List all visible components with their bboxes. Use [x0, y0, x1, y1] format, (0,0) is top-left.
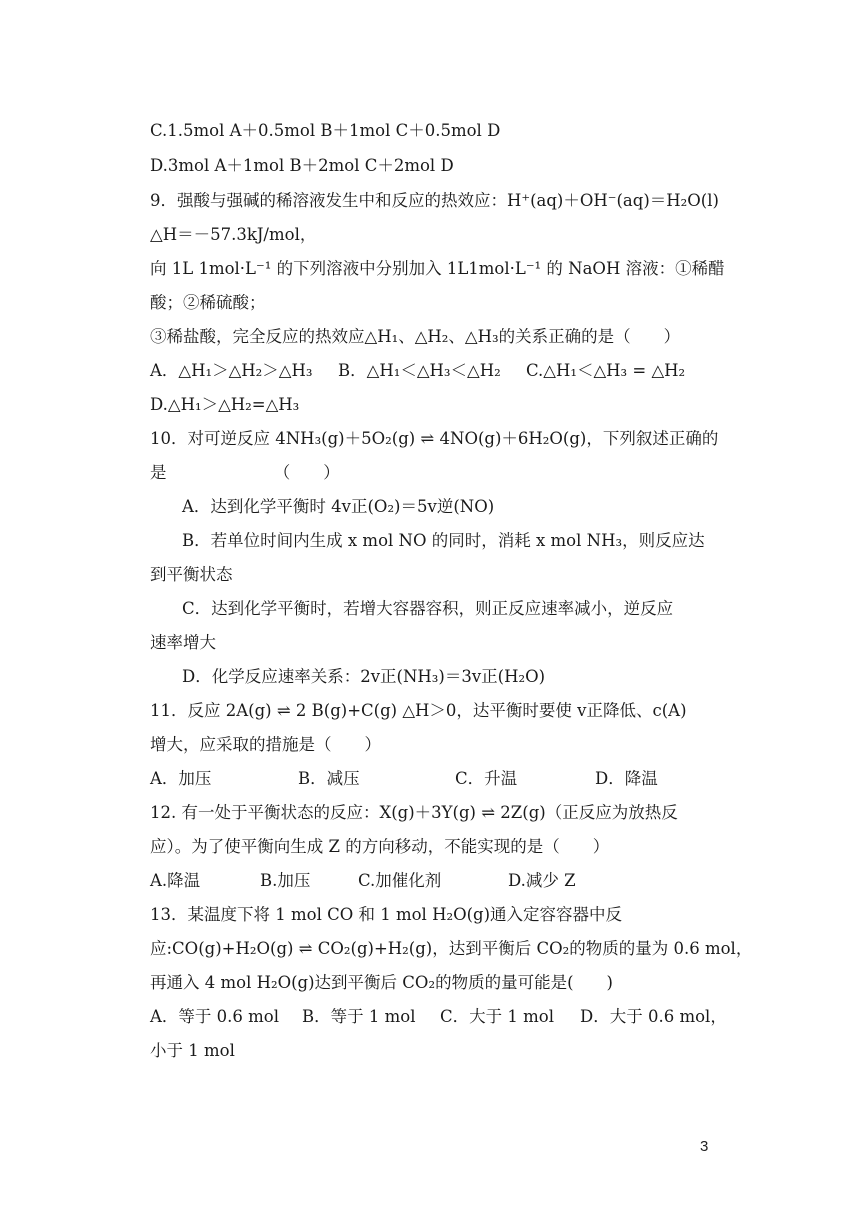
q11-option-c: C．升温 [455, 769, 518, 788]
q8-option-d: D.3mol A＋1mol B＋2mol C＋2mol D [150, 156, 454, 175]
q13-stem-line1: 13．某温度下将 1 mol CO 和 1 mol H₂O(g)通入定容容器中反 [150, 905, 623, 924]
q12-option-c: C.加催化剂 [358, 871, 442, 890]
q11-option-b: B．减压 [298, 769, 360, 788]
q10-option-c-line1: C．达到化学平衡时，若增大容器容积，则正反应速率减小，逆反应 [182, 599, 674, 618]
q11-stem-line2: 增大，应采取的措施是（ ） [150, 735, 381, 754]
q13-option-d: D．大于 0.6 mol， [580, 1007, 727, 1026]
q11-option-d: D．降温 [595, 769, 658, 788]
q12-option-d: D.减少 Z [508, 871, 576, 890]
q10-stem-line1: 10．对可逆反应 4NH₃(g)＋5O₂(g) ⇌ 4NO(g)＋6H₂O(g)，下列叙述正确的 [150, 429, 719, 448]
q9-option-a: A．△H₁＞△H₂＞△H₃ [150, 361, 313, 380]
q11-stem-line1: 11．反应 2A(g) ⇌ 2 B(g)+C(g) △H＞0，达平衡时要使 v正降低、c(A) [150, 701, 687, 720]
q10-option-b-line2: 到平衡状态 [150, 565, 233, 584]
q13-stem-line2: 应:CO(g)+H₂O(g) ⇌ CO₂(g)+H₂(g)，达到平衡后 CO₂的物质的量为 0.6 mol， [150, 939, 753, 958]
q12-option-b: B.加压 [260, 871, 311, 890]
q9-option-d: D.△H₁＞△H₂=△H₃ [150, 395, 300, 414]
q11-option-a: A．加压 [150, 769, 212, 788]
q9-stem-line3: 向 1L 1mol·L⁻¹ 的下列溶液中分别加入 1L1mol·L⁻¹ 的 NaOH 溶液：①稀醋 [150, 259, 725, 278]
q10-option-a: A．达到化学平衡时 4v正(O₂)＝5v逆(NO) [182, 497, 495, 516]
q9-stem-line1: 9．强酸与强碱的稀溶液发生中和反应的热效应：H⁺(aq)＋OH⁻(aq)＝H₂O(l) [150, 191, 719, 210]
q9-stem-line2: △H＝－57.3kJ/mol， [150, 225, 317, 244]
q13-stem-line3: 再通入 4 mol H₂O(g)达到平衡后 CO₂的物质的量可能是( ) [150, 973, 613, 992]
q13-option-a: A．等于 0.6 mol [150, 1007, 280, 1026]
q8-option-c: C.1.5mol A＋0.5mol B＋1mol C＋0.5mol D [150, 121, 501, 140]
q10-option-d: D．化学反应速率关系：2v正(NH₃)＝3v正(H₂O) [182, 667, 546, 686]
q9-option-c: C.△H₁＜△H₃ = △H₂ [526, 361, 686, 380]
q10-stem-line2: 是 （ ） [150, 463, 340, 482]
q12-stem-line1: 12. 有一处于平衡状态的反应：X(g)＋3Y(g) ⇌ 2Z(g)（正反应为放热反 [150, 803, 678, 822]
q9-stem-line5: ③稀盐酸，完全反应的热效应△H₁、△H₂、△H₃的关系正确的是（ ） [150, 327, 681, 346]
q10-option-b-line1: B．若单位时间内生成 x mol NO 的同时，消耗 x mol NH₃，则反应达 [182, 531, 705, 550]
q9-option-b: B．△H₁＜△H₃＜△H₂ [338, 361, 501, 380]
page-number: 3 [700, 1138, 709, 1155]
q9-stem-line4: 酸；②稀硫酸； [150, 293, 266, 312]
q10-option-c-line2: 速率增大 [150, 633, 216, 652]
q12-stem-line2: 应）。为了使平衡向生成 Z 的方向移动，不能实现的是（ ） [150, 837, 610, 856]
q13-option-d-line2: 小于 1 mol [150, 1041, 235, 1060]
q12-option-a: A.降温 [150, 871, 201, 890]
q13-option-c: C．大于 1 mol [440, 1007, 554, 1026]
q13-option-b: B．等于 1 mol [302, 1007, 416, 1026]
